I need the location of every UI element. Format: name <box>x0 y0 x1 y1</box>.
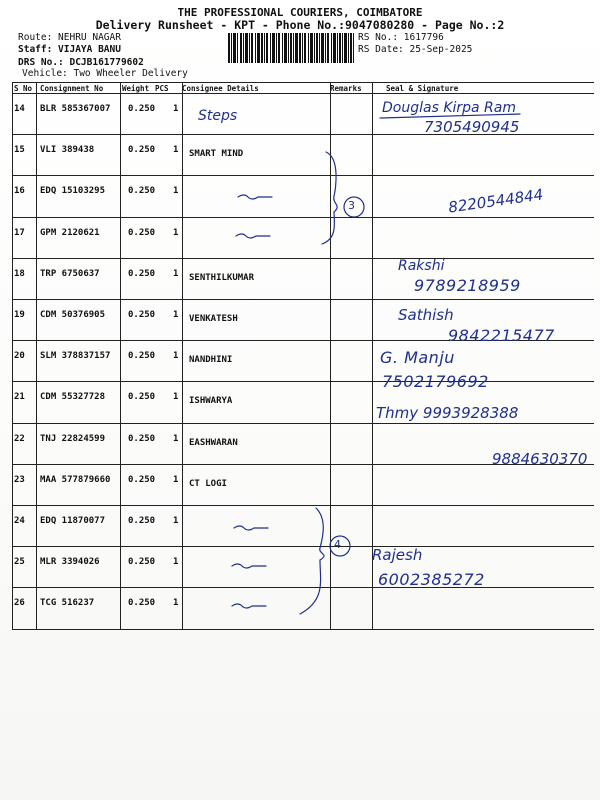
row-consignment-no: SLM 378837157 <box>40 351 111 362</box>
handwritten-phone: 9842215477 <box>448 326 555 345</box>
row-pcs: 1 <box>173 310 179 320</box>
row-sno: 15 <box>14 145 25 156</box>
row-consignment-no: TNJ 22824599 <box>40 433 106 444</box>
row-pcs: 1 <box>173 227 179 238</box>
row-weight: 0.250 <box>128 310 156 320</box>
row-consignment-no: EDQ 15103295 <box>40 186 106 197</box>
row-weight: 0.250 <box>128 351 156 362</box>
table-row <box>12 588 594 629</box>
row-weight: 0.250 <box>128 186 156 197</box>
row-consignee: VENKATESH <box>189 314 238 324</box>
table-row <box>12 465 594 506</box>
row-consignee: SMART MIND <box>189 149 244 160</box>
group-mark-label: 4 <box>334 538 341 551</box>
row-consignment-no: GPM 2120621 <box>40 227 100 238</box>
row-consignment-no: CDM 50376905 <box>40 310 106 320</box>
col-pcs: PCS <box>155 84 169 93</box>
row-weight: 0.250 <box>128 227 156 238</box>
handwritten-signature: G. Manju <box>380 348 455 367</box>
handwritten-phone: 7305490945 <box>424 118 520 136</box>
row-pcs: 1 <box>173 474 179 485</box>
handwritten-phone: 6002385272 <box>378 570 485 589</box>
row-weight: 0.250 <box>128 433 156 444</box>
row-consignee: NANDHINI <box>189 355 233 366</box>
table-row <box>12 506 594 547</box>
table-row <box>12 135 594 176</box>
row-sno: 21 <box>14 392 25 403</box>
drs-number: DRS No.: DCJB161779602 <box>18 57 144 68</box>
rs-number: RS No.: 1617796 <box>358 32 444 43</box>
row-sno: 24 <box>14 516 25 526</box>
row-consignee: SENTHILKUMAR <box>189 272 255 283</box>
row-consignment-no: EDQ 11870077 <box>40 516 106 526</box>
handwritten-consignee: Steps <box>198 108 238 124</box>
barcode-image <box>228 33 354 63</box>
handwritten-signature: Sathish <box>398 306 454 324</box>
row-weight: 0.250 <box>128 474 156 485</box>
table-row <box>12 341 594 382</box>
col-seal-signature: Seal & Signature <box>386 84 459 93</box>
row-sno: 14 <box>14 104 25 114</box>
row-pcs: 1 <box>173 433 179 444</box>
row-sno: 20 <box>14 351 25 362</box>
group-mark-label: 3 <box>348 199 355 212</box>
col-consignee: Consignee Details <box>182 84 259 93</box>
row-divider <box>12 629 594 630</box>
row-pcs: 1 <box>173 351 179 362</box>
handwritten-signature: Rakshi <box>398 258 445 274</box>
handwritten-signature: Douglas Kirpa Ram <box>382 100 517 116</box>
col-consignment: Consignment No <box>40 84 104 93</box>
row-consignment-no: MAA 577879660 <box>40 474 111 485</box>
handwritten-signature: Thmy 9993928388 <box>376 404 519 422</box>
row-consignment-no: VLI 389438 <box>40 145 95 156</box>
row-sno: 25 <box>14 557 25 568</box>
row-sno: 26 <box>14 598 25 609</box>
table-row <box>12 218 594 259</box>
row-pcs: 1 <box>173 516 179 526</box>
row-consignment-no: TRP 6750637 <box>40 268 100 279</box>
row-weight: 0.250 <box>128 598 156 609</box>
col-sno: S No <box>14 84 33 93</box>
handwritten-phone: 8220544844 <box>447 185 545 217</box>
row-pcs: 1 <box>173 598 179 609</box>
runsheet-subtitle: Delivery Runsheet - KPT - Phone No.:9047080280 - Page No.:2 <box>95 18 505 32</box>
row-pcs: 1 <box>173 557 179 568</box>
row-consignee: ISHWARYA <box>189 396 233 407</box>
handwritten-signature: Rajesh <box>372 546 423 564</box>
row-sno: 22 <box>14 433 25 444</box>
row-weight: 0.250 <box>128 104 156 114</box>
row-pcs: 1 <box>173 145 179 156</box>
row-sno: 23 <box>14 474 25 485</box>
handwritten-phone: 9789218959 <box>414 276 521 295</box>
row-weight: 0.250 <box>128 557 156 568</box>
row-sno: 17 <box>14 227 25 238</box>
company-title: THE PROFESSIONAL COURIERS, COIMBATORE <box>177 6 423 19</box>
row-weight: 0.250 <box>128 268 156 279</box>
handwritten-phone: 7502179692 <box>382 372 489 391</box>
row-consignee: CT LOGI <box>189 478 227 489</box>
row-consignment-no: MLR 3394026 <box>40 557 100 568</box>
row-sno: 16 <box>14 186 25 197</box>
row-pcs: 1 <box>173 104 179 114</box>
col-remarks: Remarks <box>330 84 362 93</box>
staff-label: Staff: VIJAYA BANU <box>18 44 121 55</box>
vehicle-label: Vehicle: Two Wheeler Delivery <box>22 68 188 79</box>
row-sno: 18 <box>14 268 25 279</box>
row-pcs: 1 <box>173 186 179 197</box>
table-row <box>12 547 594 588</box>
handwritten-phone: 9884630370 <box>492 450 588 468</box>
row-weight: 0.250 <box>128 145 156 156</box>
col-weight: Weight <box>122 84 150 93</box>
rs-date: RS Date: 25-Sep-2025 <box>358 44 473 55</box>
row-consignment-no: CDM 55327728 <box>40 392 106 403</box>
row-consignment-no: BLR 585367007 <box>40 104 111 114</box>
row-weight: 0.250 <box>128 516 156 526</box>
runsheet-table <box>12 82 594 630</box>
row-weight: 0.250 <box>128 392 156 403</box>
row-consignment-no: TCG 516237 <box>40 598 95 609</box>
row-pcs: 1 <box>173 392 179 403</box>
row-sno: 19 <box>14 310 25 320</box>
row-pcs: 1 <box>173 268 179 279</box>
route-label: Route: NEHRU NAGAR <box>18 32 121 43</box>
row-consignee: EASHWARAN <box>189 437 238 448</box>
